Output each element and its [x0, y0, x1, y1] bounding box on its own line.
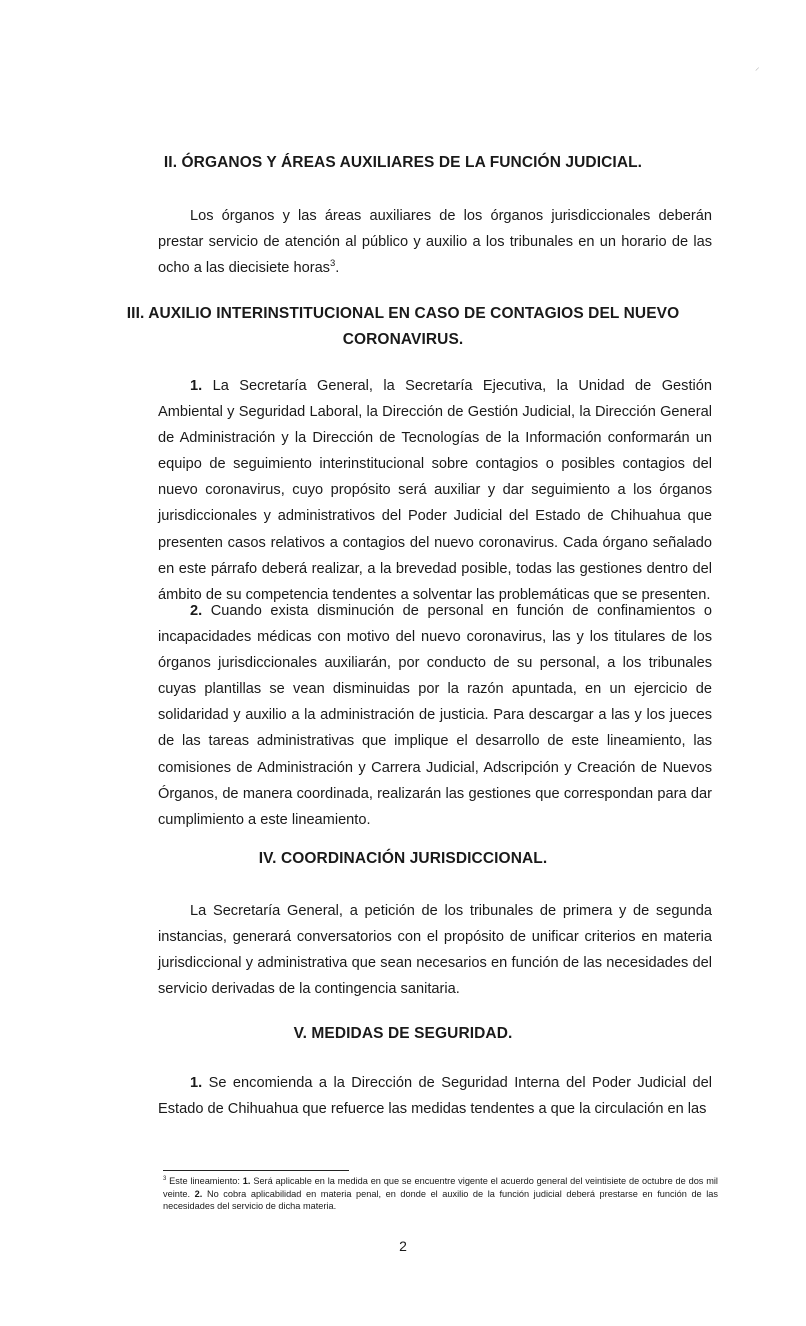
section-ii-text-end: .	[335, 260, 340, 277]
section-v-paragraph-1	[158, 1070, 712, 1122]
section-ii-heading: II. ÓRGANOS Y ÁREAS AUXILIARES DE LA FUNCIÓN JUDICIAL.	[163, 154, 643, 171]
section-iii-p2-text: Cuando exista disminución de personal en función de confinamientos o incapacidades médicas con motivo del nuevo coronavirus, las y los titulares de los órganos jurisdiccionales auxiliarán, por conducto de su personal, a los tribunales cuyas plantillas se vean disminuidas por la razón apuntada, en un ejercicio de solidaridad y auxilio a la administración de justicia. Para descargar a las y los jueces de las tareas administrativas que implique el desarrollo de este lineamiento, las comisiones de Administración y Carrera Judicial, Adscripción y Creación de Nuevos Órganos, de manera coordinada, realizarán las gestiones que correspondan para dar cumplimiento a este lineamiento.	[158, 603, 712, 828]
footnote-item-text: No cobra aplicabilidad en materia penal, en donde el auxilio de la función judicial deberá prestarse en función de las necesidades del servicio de dicha materia.	[163, 1188, 718, 1212]
footnote-lead: Este lineamiento:	[169, 1176, 240, 1186]
section-v-heading: V. MEDIDAS DE SEGURIDAD.	[293, 1025, 513, 1042]
section-ii-paragraph	[158, 203, 712, 281]
section-iii-paragraph-2	[158, 598, 712, 833]
section-iv-text: La Secretaría General, a petición de los tribunales de primera y de segunda instancias, generará conversatorios con el propósito de unificar criterios en materia jurisdiccional y administrativa que sean necesarios en función de las necesidades del servicio derivadas de la contingencia sanitaria.	[158, 903, 712, 998]
footnote-item-number: 2.	[194, 1188, 203, 1199]
footnote-separator	[163, 1170, 349, 1171]
footnote-ref: 3	[329, 258, 336, 270]
section-iv-heading: IV. COORDINACIÓN JURISDICCIONAL.	[258, 850, 548, 867]
section-iii-heading-line2: CORONAVIRUS.	[342, 331, 464, 348]
paragraph-number: 2.	[190, 603, 203, 619]
paragraph-number: 1.	[190, 1075, 203, 1091]
section-iii-p1-text: La Secretaría General, la Secretaría Ejecutiva, la Unidad de Gestión Ambiental y Seguridad Laboral, la Dirección de Gestión Judicial, la Dirección General de Administración y la Dirección de Tecnologías de la Información conformarán un equipo de seguimiento interinstitucional sobre contagios o posibles contagios del nuevo coronavirus, cuyo propósito será auxiliar y dar seguimiento a los órganos jurisdiccionales y administrativos del Poder Judicial del Estado de Chihuahua que presenten casos relativos a contagios del nuevo coronavirus. Cada órgano señalado en este párrafo deberá realizar, a la brevedad posible, todas las gestiones dentro del ámbito de su competencia tendentes a solventar las problemáticas que se presenten.	[158, 378, 712, 603]
section-v-p1-text: Se encomienda a la Dirección de Seguridad Interna del Poder Judicial del Estado de Chihuahua que refuerce las medidas tendentes a que la circulación en las	[158, 1075, 712, 1118]
footnote-item-number: 1.	[242, 1176, 251, 1186]
section-iii-paragraph-1	[158, 373, 712, 608]
footnote	[163, 1175, 718, 1213]
paragraph-number: 1.	[190, 378, 203, 394]
scan-mark: ⸝	[755, 62, 760, 72]
footnote-item-text: Será aplicable en la medida en que se encuentre vigente el acuerdo general del veintisiete de octubre de dos mil veinte.	[163, 1176, 718, 1199]
footnote-marker: 3	[163, 1175, 167, 1182]
section-iii-heading-line1: III. AUXILIO INTERINSTITUCIONAL EN CASO DE CONTAGIOS DEL NUEVO	[126, 305, 680, 322]
section-iv-paragraph	[158, 898, 712, 1002]
page-number: 2	[399, 1238, 407, 1254]
section-ii-text: Los órganos y las áreas auxiliares de los órganos jurisdiccionales deberán prestar servicio de atención al público y auxilio a los tribunales en un horario de las ocho a las diecisiete horas	[158, 208, 712, 277]
